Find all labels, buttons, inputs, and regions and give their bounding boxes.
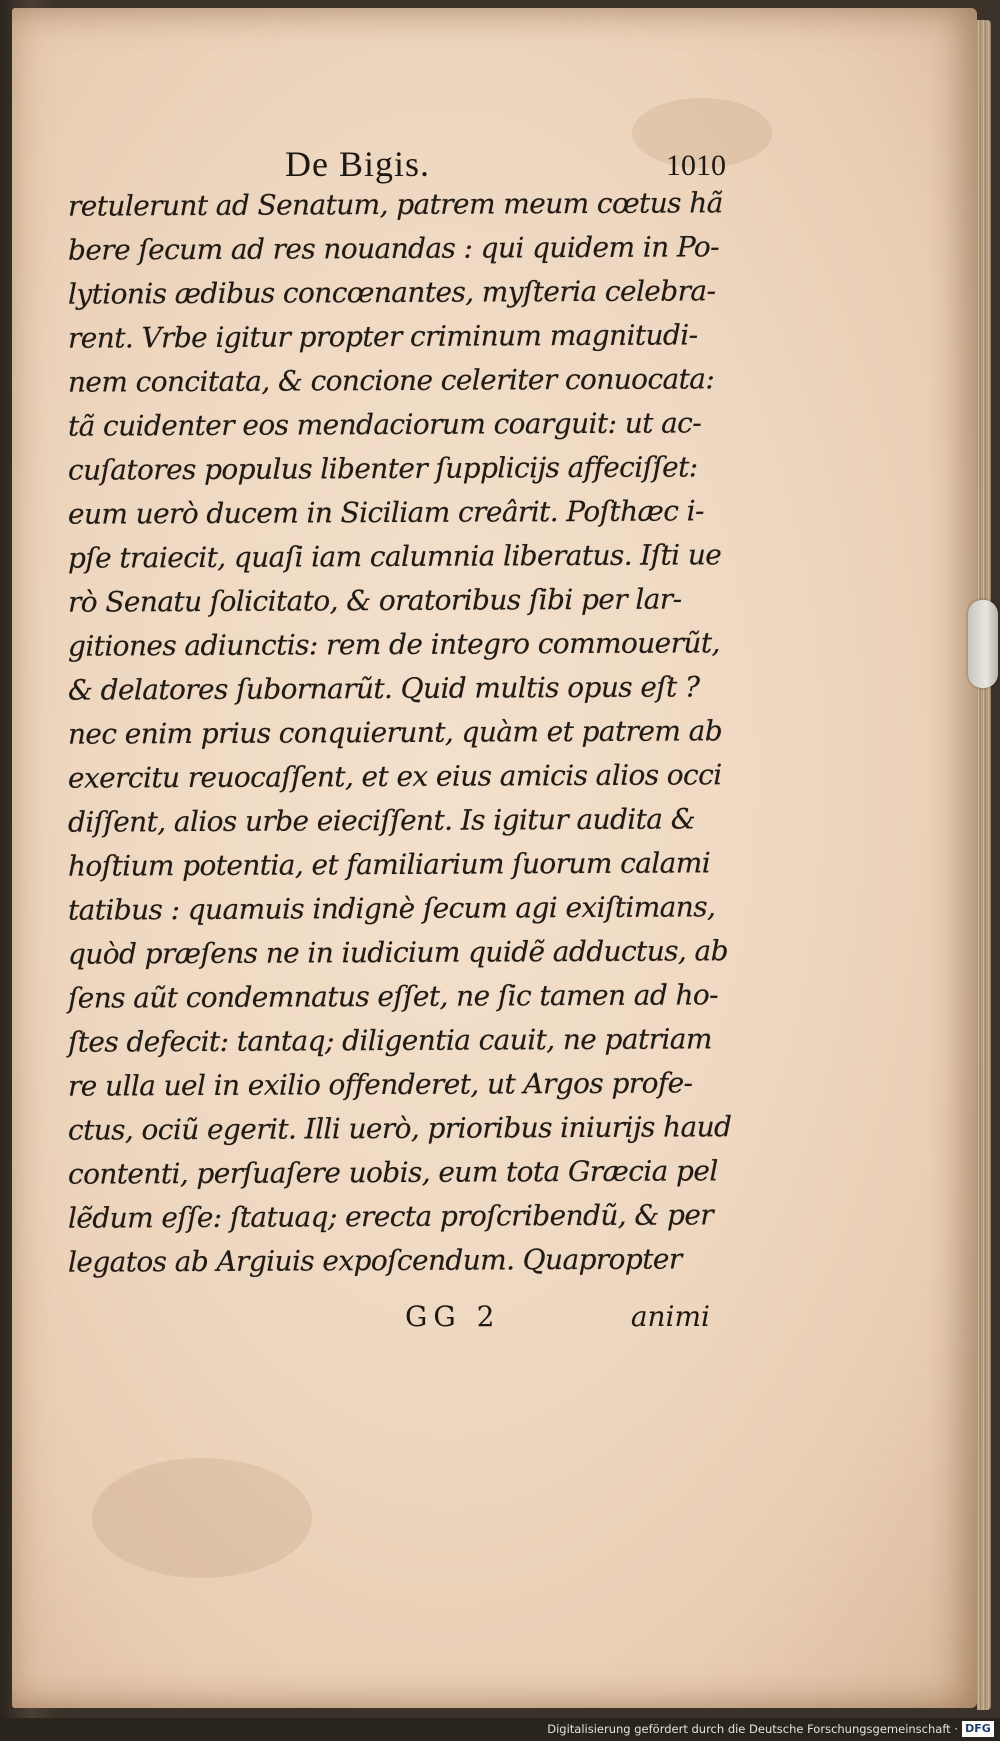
- text-line: ctus, ociũ egerit. Illi uerò, prioribus iniurijs haud: [68, 1110, 732, 1147]
- text-line: rent. Vrbe igitur propter criminum magnitudi-: [68, 318, 698, 355]
- running-title: De Bigis.: [285, 144, 431, 184]
- text-line: nem concitata, & concione celeriter conuocata:: [68, 362, 715, 399]
- text-line: re ulla uel in exilio offenderet, ut Argos profe-: [68, 1066, 693, 1103]
- text-line: cuſatores populus libenter ſupplicijs affeciſſet:: [68, 450, 698, 487]
- text-line: diſſent, alios urbe eieciſſent. Is igitur audita &: [68, 802, 696, 839]
- text-line: pſe traiecit, quaſi iam calumnia liberatus. Iſti ue: [68, 538, 722, 575]
- text-line: tatibus : quamuis indignè ſecum agi exiſtimans,: [68, 890, 716, 927]
- paper-stain: [92, 1458, 312, 1578]
- text-line: hoſtium potentia, et familiarium ſuorum calami: [68, 846, 711, 883]
- text-line: rò Senatu ſolicitato, & oratoribus ſibi per lar-: [68, 582, 682, 619]
- credit-bar: [0, 1718, 1000, 1741]
- text-line: ſens aũt condemnatus eſſet, ne ſic tamen ad ho-: [68, 978, 719, 1015]
- credit-text: Digitalisierung gefördert durch die Deutsche Forschungsgemeinschaft ·: [547, 1722, 958, 1736]
- text-line: & delatores ſubornarũt. Quid multis opus eſt ?: [68, 670, 700, 707]
- text-line: ſtes defecit: tantaq; diligentia cauit, ne patriam: [68, 1022, 712, 1059]
- text-line: gitiones adiunctis: rem de integro commouerũt,: [68, 626, 720, 663]
- text-line: legatos ab Argiuis expoſcendum. Quapropter: [68, 1242, 682, 1279]
- text-line: bere ſecum ad res nouandas : qui quidem in Po-: [68, 230, 720, 267]
- text-line: lẽdum eſſe: ſtatuaq; erecta proſcribendũ, & per: [68, 1198, 714, 1235]
- page-number: 1010: [666, 149, 726, 182]
- signature-mark: GG 2: [405, 1300, 501, 1333]
- dfg-logo: DFG: [962, 1721, 994, 1737]
- page-footer: [360, 1300, 710, 1340]
- bookmark-tab: [968, 600, 998, 688]
- text-line: lytionis ædibus concœnantes, myſteria celebra-: [68, 274, 716, 311]
- text-line: exercitu reuocaſſent, et ex eius amicis alios occi: [68, 758, 722, 795]
- text-line: contenti, perſuaſere uobis, eum tota Græcia pel: [68, 1154, 718, 1191]
- text-line: tã cuidenter eos mendaciorum coarguit: ut ac-: [68, 406, 702, 443]
- page-edge: [977, 20, 991, 1710]
- text-line: quòd præſens ne in iudicium quidẽ adductus, ab: [68, 934, 728, 971]
- text-line: retulerunt ad Senatum, patrem meum cœtus hã: [68, 186, 723, 223]
- text-line: eum uerò ducem in Siciliam creârit. Poſthæc i-: [68, 494, 704, 531]
- catchword: animi: [630, 1300, 710, 1333]
- body-text: [68, 181, 732, 1284]
- text-line: nec enim prius conquierunt, quàm et patrem ab: [68, 714, 723, 751]
